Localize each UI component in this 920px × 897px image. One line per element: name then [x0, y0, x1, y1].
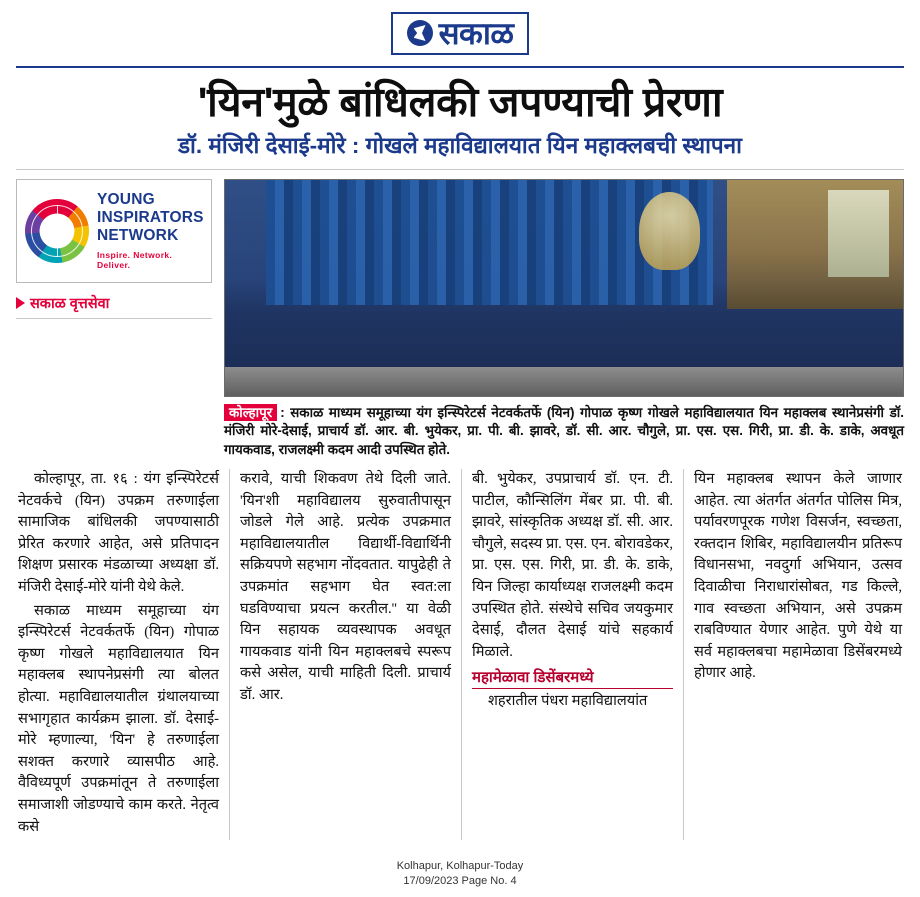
footer-date-page: 17/09/2023 Page No. 4	[403, 875, 517, 888]
sakal-bird-icon	[407, 20, 433, 46]
right-column	[224, 179, 904, 460]
photo-crowd	[225, 238, 903, 372]
yin-logo-line3: NETWORK	[97, 227, 179, 244]
paragraph: सकाळ माध्यम समूहाच्या यंग इन्स्पिरेटर्स नेटवर्कतर्फे (यिन) गोपाळ कृष्ण गोखले महाविद्यालयात यिन महाक्लब स्थापनेप्रसंगी त्या बोलत होत्या. महाविद्यालयातील ग्रंथालयाच्या सभागृहात कार्यक्रम झाला. डॉ. देसाई-मोरे म्हणाल्या, 'यिन' हे तरुणाईला सशक्त करणारे व्यासपीठ आहे. वैविध्यपूर्ण उपक्रमांतून ते तरुणाईला समाजाशी जोडण्याचे काम करते. नेतृत्व कसे	[18, 602, 219, 835]
subheadline: डॉ. मंजिरी देसाई-मोरे : गोखले महाविद्यालयात यिन महाक्लबची स्थापना	[178, 133, 742, 159]
headline-block	[16, 68, 904, 170]
article-column-1	[16, 469, 230, 840]
sakal-logo-text: सकाळ	[438, 15, 514, 51]
caption-city-tag: कोल्हापूर	[224, 404, 277, 421]
page-footer	[0, 859, 920, 889]
article-column-2	[230, 469, 462, 840]
article-photo	[224, 179, 904, 397]
left-column	[16, 179, 212, 460]
yin-network-logo	[16, 179, 212, 283]
photo-caption	[224, 404, 904, 460]
page-title: 'यिन'मुळे बांधिलकी जपण्याची प्रेरणा	[197, 79, 723, 125]
yin-logo-tagline: Inspire. Network. Deliver.	[97, 250, 173, 270]
triangle-bullet-icon	[16, 297, 25, 309]
globe-icon	[25, 199, 89, 263]
sakal-logo	[391, 12, 530, 55]
paragraph: यिन महाक्लब स्थापन केले जाणार आहेत. त्या अंतर्गत अंतर्गत पोलिस मित्र, पर्यावरणपूरक गणेश विसर्जन, स्वच्छता, रक्तदान शिबिर, महाविद्यालयीन प्रतिरूप विधानसभा, नवदुर्गा अभियान, उत्सव दिवाळीचा निराधारांसोबत, गड किल्ले, गाव स्वच्छता अभियान, असे उपक्रम राबविण्यात येणार आहेत. पुणे येथे या सर्व महाक्लबचा महामेळावा डिसेंबरमध्ये होणार आहे.	[694, 471, 902, 682]
paragraph: कोल्हापूर, ता. १६ : यंग इन्स्पिरेटर्स नेटवर्कचे (यिन) उपक्रम तरुणाईला सामाजिक बांधिलकी जपण्यासाठी प्रेरित करणारे आहेत, असे प्रतिपादन शिक्षण प्रसारक मंडळाच्या अध्यक्षा डॉ. मंजिरी देसाई-मोरे यांनी येथे केले.	[18, 471, 219, 595]
paragraph: शहरातील पंधरा महाविद्यालयांत	[488, 693, 648, 710]
byline	[16, 293, 212, 319]
caption-text: : सकाळ माध्यम समूहाच्या यंग इन्स्पिरेटर्स नेटवर्कतर्फे (यिन) गोपाळ कृष्ण गोखले महाविद्यालयात यिन महाक्लब स्थानेप्रसंगी डॉ. मंजिरी मोरे-देसाई, प्राचार्य डॉ. आर. बी. भुयेकर, प्रा. पी. बी. झावरे, डॉ. सी. आर. चौगुले, प्रा. एस. एस. गिरी, प्रा. डी. के. डाके, अवधूत गायकवाड, राजलक्ष्मी कदम आदी उपस्थित होते.	[224, 404, 904, 457]
section-subheading: महामेळावा डिसेंबरमध्ये	[472, 667, 673, 689]
paragraph: बी. भुयेकर, उपप्राचार्य डॉ. एन. टी. पाटील, कौन्सिलिंग मेंबर प्रा. पी. बी. झावरे, सांस्कृतिक अध्यक्ष डॉ. सी. आर. चौगुले, सदस्य प्रा. एस. एन. बोरावडेकर, प्रा. एस. एस. गिरी, प्रा. डी. के. डाके, यिन जिल्हा कार्याध्यक्ष राजलक्ष्मी कदम उपस्थित होते. संस्थेचे सचिव जयकुमार देसाई, दौलत देसाई यांचे सहकार्य मिळाले.	[472, 471, 673, 660]
article-column-3	[462, 469, 684, 840]
yin-logo-text	[97, 191, 204, 270]
footer-location: Kolhapur, Kolhapur-Today	[396, 860, 524, 873]
article-column-4	[684, 469, 904, 840]
masthead	[16, 0, 904, 68]
byline-text: सकाळ वृत्तसेवा	[30, 295, 110, 312]
yin-logo-line2: INSPIRATORS	[97, 209, 204, 226]
article-body	[16, 469, 904, 840]
top-row	[16, 179, 904, 460]
paragraph: करावे, याची शिकवण तेथे दिली जाते. 'यिन'शी महाविद्यालय सुरुवातीपासून जोडले गेले आहे. प्रत्येक उपक्रमात महाविद्यालयातील विद्यार्थी-विद्यार्थिनी सक्रियपणे सहभाग नोंदवतात. यापुढेही ते उपक्रमांत सहभाग घेत स्वत:ला घडविण्याचा प्रयत्न करतील.'' या वेळी यिन सहायक व्यवस्थापक अवधूत गायकवाड यांनी यिन महाक्लबचे स्परूप कसे असेल, याची माहिती दिली. प्राचार्य डॉ. आर.	[240, 471, 451, 703]
yin-logo-line1: YOUNG	[97, 191, 155, 208]
